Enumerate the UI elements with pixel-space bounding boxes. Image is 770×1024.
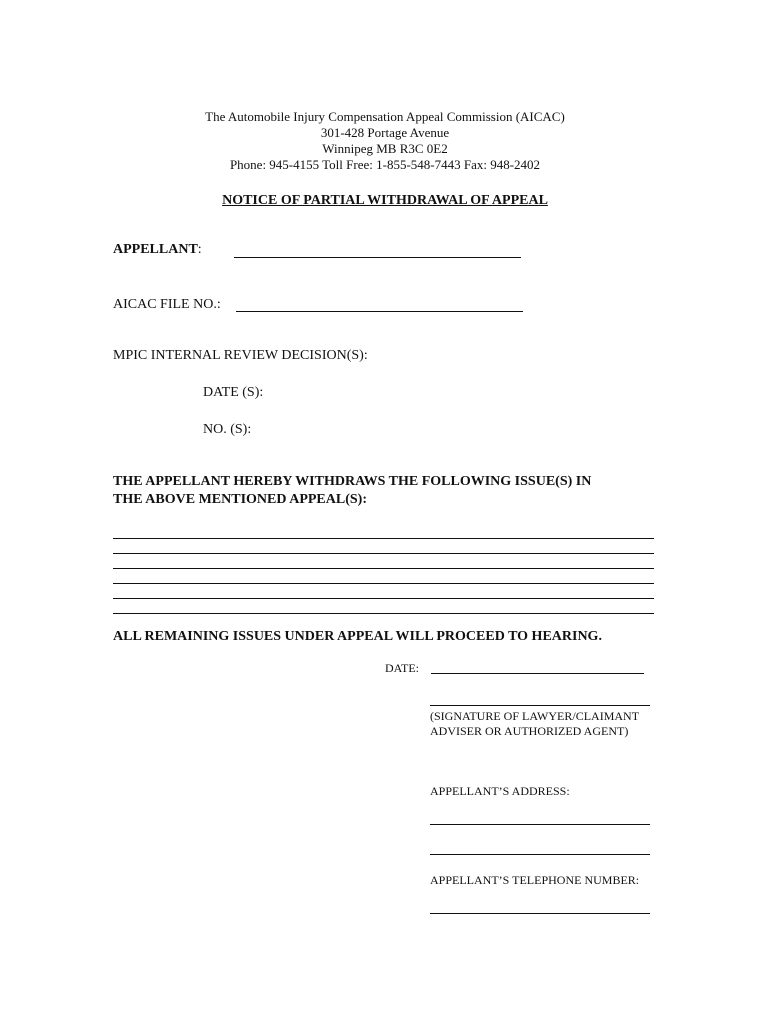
appellant-address-line1[interactable] (430, 824, 650, 825)
appellant-label-colon: : (197, 242, 202, 257)
org-address-line1: 301-428 Portage Avenue (320, 125, 450, 140)
mpic-decision-label: MPIC INTERNAL REVIEW DECISION(S): (113, 348, 368, 363)
decision-no-label: NO. (S): (203, 422, 252, 437)
appellant-address-line2[interactable] (430, 854, 650, 855)
org-address-line2: Winnipeg MB R3C 0E2 (322, 141, 448, 156)
signature-date-label: DATE: (385, 661, 419, 675)
appellant-phone-field[interactable] (430, 913, 650, 914)
appellant-label-text: APPELLANT (113, 242, 198, 257)
file-no-label: AICAC FILE NO.: (113, 297, 221, 312)
issue-line-6[interactable] (113, 613, 654, 614)
withdraw-statement-line2: THE ABOVE MENTIONED APPEAL(S): (113, 492, 367, 507)
signature-caption-line1: (SIGNATURE OF LAWYER/CLAIMANT (430, 709, 640, 723)
appellant-label (113, 242, 202, 258)
signature-date-field[interactable] (431, 673, 644, 674)
appellant-field[interactable] (234, 257, 521, 258)
issue-line-3[interactable] (113, 568, 654, 569)
appellant-address-label: APPELLANT’S ADDRESS: (430, 784, 570, 798)
page-title: NOTICE OF PARTIAL WITHDRAWAL OF APPEAL (222, 193, 548, 208)
org-contact: Phone: 945-4155 Toll Free: 1-855-548-7443 Fax: 948-2402 (229, 157, 541, 172)
signature-caption-line2: ADVISER OR AUTHORIZED AGENT) (430, 724, 629, 738)
issue-line-5[interactable] (113, 598, 654, 599)
appellant-phone-label: APPELLANT’S TELEPHONE NUMBER: (430, 873, 640, 887)
signature-field[interactable] (430, 705, 650, 706)
issue-line-4[interactable] (113, 583, 654, 584)
decision-date-label: DATE (S): (203, 385, 264, 400)
withdraw-statement-line1: THE APPELLANT HEREBY WITHDRAWS THE FOLLOWING ISSUE(S) IN (113, 474, 592, 489)
file-no-field[interactable] (236, 311, 523, 312)
issue-line-2[interactable] (113, 553, 654, 554)
org-name: The Automobile Injury Compensation Appeal Commission (AICAC) (205, 109, 565, 124)
issue-line-1[interactable] (113, 538, 654, 539)
remaining-issues-statement: ALL REMAINING ISSUES UNDER APPEAL WILL PROCEED TO HEARING. (113, 629, 602, 644)
